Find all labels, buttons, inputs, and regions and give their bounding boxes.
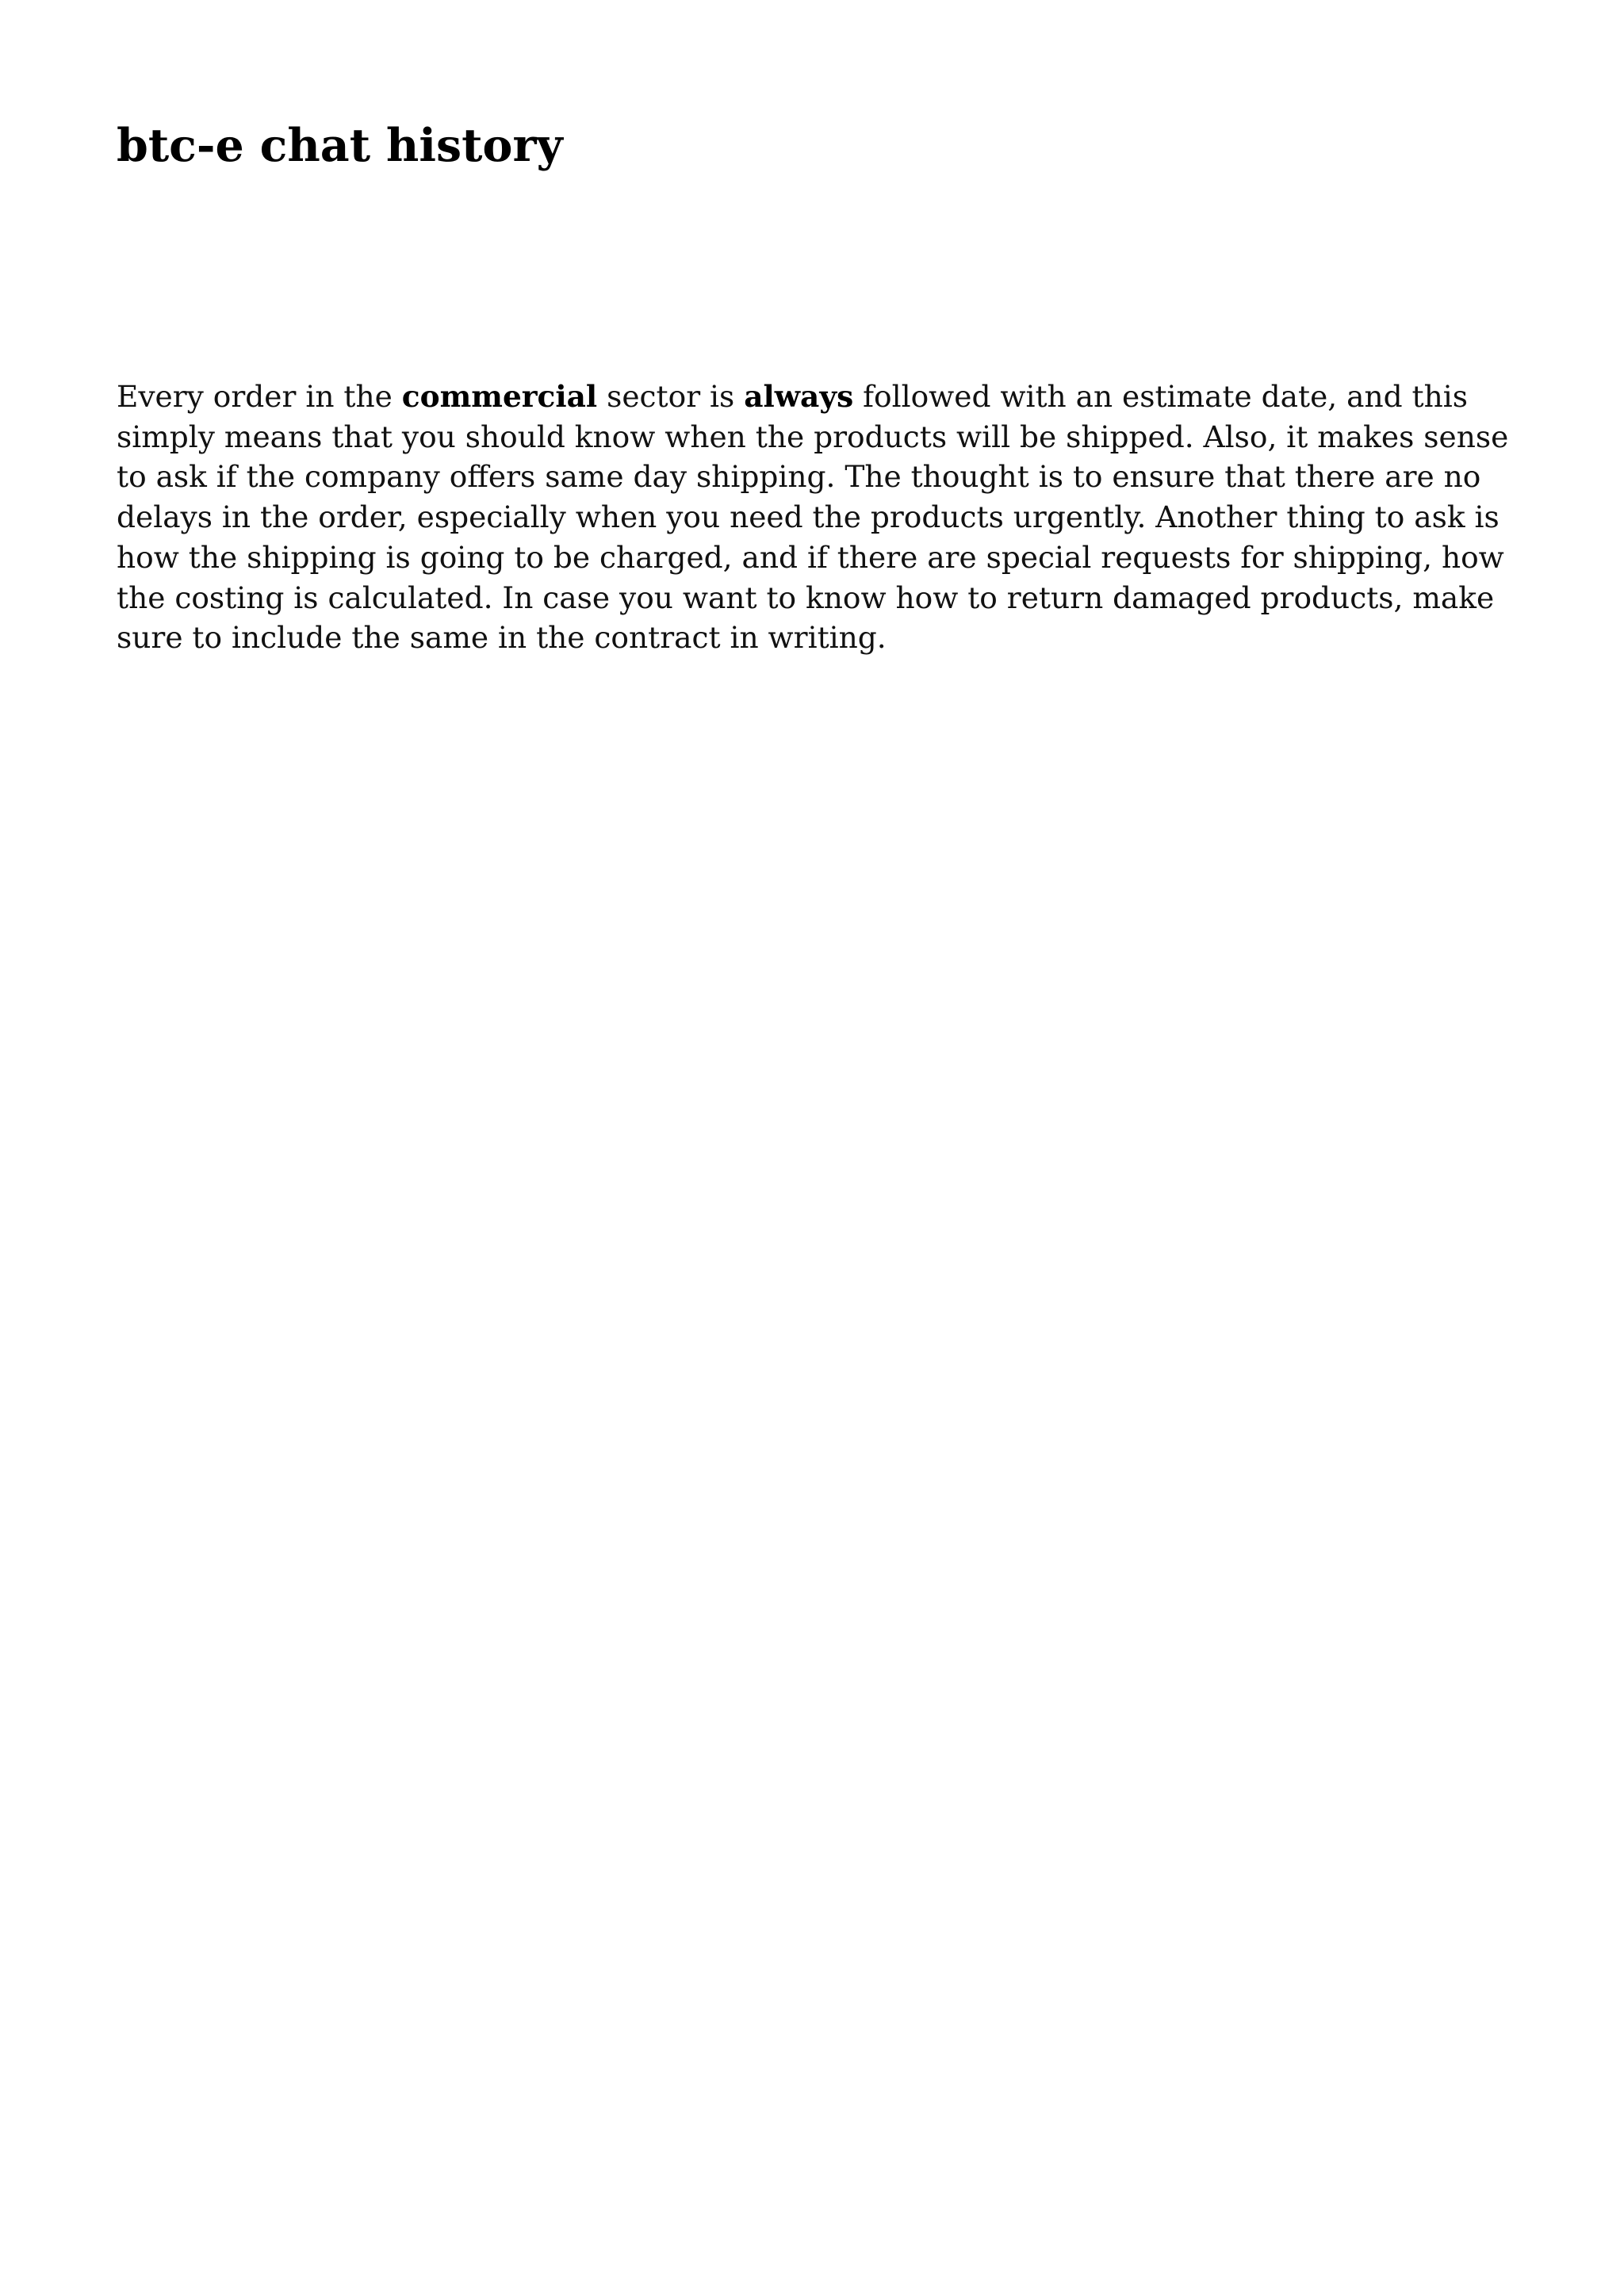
body-text-segment: Every order in the <box>117 379 402 414</box>
body-text-segment: sector is <box>597 379 745 414</box>
bold-term-always: always <box>744 379 854 414</box>
body-paragraph <box>117 377 1528 658</box>
bold-term-commercial: commercial <box>401 379 598 414</box>
page-title: btc-e chat history <box>117 119 563 172</box>
body-text-segment: followed with an estimate date, and this simply means that you should know when the products will be shipped. Also, it makes sense to ask if the company offers same day shipping. The thought is to ensure that there are no delays in the order, especially when you need the products urgently. Another thing to ask is how the shipping is going to be charged, and if there are special requests for shipping, how the costing is calculated. In case you want to know how to return damaged products, make sure to include the same in the contract in writing. <box>117 379 1509 656</box>
